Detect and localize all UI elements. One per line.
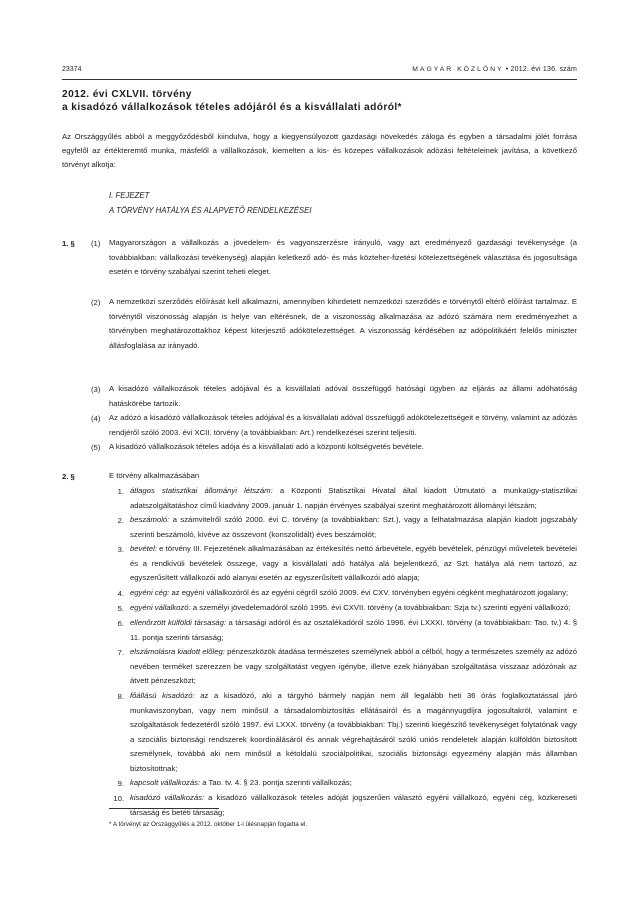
paragraph-number: (1) (91, 239, 101, 248)
definition-item (130, 776, 577, 791)
definition-text: a Tao. tv. 4. § 23. pontja szerinti vállalkozás; (200, 778, 352, 787)
issue-number: • 2012. évi 136. szám (505, 66, 577, 73)
definition-term: beszámoló: (130, 515, 170, 524)
definition-number: 3. (117, 545, 124, 554)
header-rule (62, 79, 577, 80)
definition-term: elszámolásra kiadott előleg: (130, 647, 225, 656)
chapter-title: A TÖRVÉNY HATÁLYA ÉS ALAPVETŐ RENDELKEZÉSEI (109, 205, 312, 215)
definition-term: ellenőrzött külföldi társaság: (130, 618, 226, 627)
definition-term: egyéni vállalkozó: (130, 603, 191, 612)
chapter-number: I. FEJEZET (109, 191, 150, 200)
paragraph-text: Az adózó a kisadózó vállalkozások tételes adójával és a kisvállalati adóval összefüggő adókötelezettségeit e törvény, valamint az adózás rendjéről szóló 2003. évi XCII. törvény (a továbbiakban: Art.) rendelkezései szerint teljesíti. (109, 413, 577, 437)
page-header (62, 66, 577, 78)
journal-name: MAGYAR KÖZLÖNY (412, 66, 504, 73)
definition-number: 8. (117, 692, 124, 701)
definition-text: a személyi jövedelemadóról szóló 1995. évi CXVII. törvény (a továbbiakban: Szja tv.) szerinti egyéni vállalkozó; (190, 603, 571, 612)
definition-number: 2. (117, 516, 124, 525)
section-number: 2. § (62, 472, 75, 481)
definition-number: 6. (117, 619, 124, 628)
definition-number: 1. (117, 487, 124, 496)
definition-item (130, 586, 577, 601)
definition-term: egyéni cég: (130, 588, 170, 597)
definition-item (130, 542, 577, 586)
definition-number: 9. (117, 779, 124, 788)
definition-item (130, 513, 577, 542)
preamble: Az Országgyűlés abból a meggyőződésből kiindulva, hogy a kiegyensúlyozott gazdasági növekedés záloga és egyben a társadalmi jólét forrása egyfelől az értékteremtő munka, másfelől a vállalkozások, kiemelten a kis- és közepes vállalkozások adózási feltételeinek javítása, a következő törvényt alkotja: (62, 132, 577, 169)
definition-term: kisadózó vállalkozás: (130, 793, 205, 802)
definition-item (130, 601, 577, 616)
definition-term: kapcsolt vállalkozás: (130, 778, 201, 787)
definition-number: 5. (117, 604, 124, 613)
paragraph-number: (2) (91, 298, 101, 307)
section-lead: E törvény alkalmazásában (109, 471, 200, 480)
law-title (62, 89, 577, 114)
definition-term: átlagos statisztikai állományi létszám: (130, 486, 273, 495)
paragraph-text: A kisadózó vállalkozások tételes adójával és a kisvállalati adóval összefüggő hatósági ügyben az eljárás az állami adóhatóság hatáskörébe tartozik. (109, 384, 577, 408)
section-number: 1. § (62, 239, 75, 248)
definition-number: 7. (117, 648, 124, 657)
footnote-rule (109, 808, 219, 809)
definition-text: a kisadózó vállalkozások tételes adóját jogszerűen választó egyéni vállalkozó, egyéni cég, közkereseti társaság és betéti társaság; (130, 793, 577, 817)
definition-text: a Központi Statisztikai Hivatal által kiadott Útmutató a munkaügy-statisztikai adatszolgáltatáshoz című kiadvány 2009. január 1. napján érvényes szabályai szerint meghatározott állományi létszám; (130, 486, 578, 510)
footnote: * A törvényt az Országgyűlés a 2012. október 1-i ülésnapján fogadta el. (109, 821, 308, 828)
definition-text: a számvitelről szóló 2000. évi C. törvény (a továbbiakban: Szt.), vagy a felhatalmazása alapján kiadott jogszabály szerinti beszámoló, kivéve az összevont (konszolidált) éves beszámolót; (130, 515, 577, 539)
paragraph-text: Magyarországon a vállalkozás a jövedelem- és vagyonszerzésre irányuló, vagy azt eredményező gazdasági tevékenysége (a továbbiakban: vállalkozási tevékenység) alapján keletkező adó- és más közteher-fizetési kötelezettségének választása és jogosultsága esetén e törvény szabályai szerint teheti eleget. (109, 238, 577, 276)
definition-number: 4. (117, 589, 124, 598)
law-title-line1: 2012. évi CXLVII. törvény (62, 89, 192, 100)
definition-item (130, 484, 577, 513)
law-title-line2: a kisadózó vállalkozások tételes adójáról és a kisvállalati adóról* (62, 101, 402, 113)
paragraph-number: (5) (91, 443, 101, 452)
page-number: 23374 (62, 66, 82, 73)
chapter-heading (109, 189, 312, 218)
definition-text: pénzeszközök átadása természetes személynek abból a célból, hogy a természetes személy az adózó nevében terméket szerezzen be vagy szolgáltatást vegyen igénybe, illetve ezek hiányában szolgáltatása visszaaz adózónak az átvett pénzeszközt; (130, 647, 577, 685)
journal-info (412, 66, 577, 73)
definition-item (130, 689, 577, 776)
definition-number: 10. (113, 794, 124, 803)
definition-text: a társasági adóról és az osztalékadóról szóló 1996. évi LXXXI. törvény (a továbbiakban: Tao. tv.) 4. § 11. pontja szerinti társaság; (130, 618, 577, 642)
definition-item (130, 791, 577, 820)
paragraph-number: (4) (91, 414, 101, 423)
definition-text: az a kisadózó, aki a tárgyhó bármely napján nem áll legalább heti 36 órás foglalkoztatással járó munkaviszonyban, vagy nem minősül a társadalombiztosítás ellátásairól és a magánnyugdíjra jogosultakról, valamint e szolgáltatások fedezetéről szóló 1997. évi LXXX. törvény (a továbbiakban: Tbj.) szerinti kiegészítő tevékenységet folytatónak vagy a szociális biztonsági rendszerek koordinálásáról és annak végrehajtásáról szóló uniós rendeletek alapján külföldön biztosított személynek, továbbá aki nem minősül a kétoldalú szociálpolitikai, szociális biztonsági egyezmény alapján más államban biztosítottnak; (130, 691, 577, 773)
definition-term: főállású kisadózó: (130, 691, 195, 700)
paragraph-text: A kisadózó vállalkozások tételes adója és a kisvállalati adó a központi költségvetés bevétele. (109, 442, 424, 451)
paragraph-text: A nemzetközi szerződés előírását kell alkalmazni, amennyiben kihirdetett nemzetközi szerződés e törvénytől eltérő előírást tartalmaz. E törvénytől viszonosság alapján is helye van eltérésnek, de a viszonosság alkalmazása az adózó számára nem eredményezhet a törvényben meghatározottakhoz képest kiterjesztő adókötelezettséget. A viszonosság kérdésében az adópolitikáért felelős miniszter állásfoglalása az irányadó. (109, 297, 577, 350)
definition-text: az egyéni vállalkozóról és az egyéni cégről szóló 2009. évi CXV. törvényben egyéni cégként meghatározott jogalany; (169, 588, 569, 597)
definition-text: e törvény III. Fejezetének alkalmazásában az értékesítés nettó árbevétele, egyéb bevételek, pénzügyi műveletek bevételei és a rendkívüli bevételek összege, vagy a kisvállalati adó hatálya alá bejelentkező, az Szt. hatálya alá nem tartozó, az egyszerűsített vállalkozói adó alanyai esetén az egyszerűsített vállalkozói adó alapja; (130, 544, 577, 582)
paragraph-number: (3) (91, 385, 101, 394)
definition-item (130, 645, 577, 689)
definition-item (130, 616, 577, 645)
definition-term: bevétel: (130, 544, 157, 553)
